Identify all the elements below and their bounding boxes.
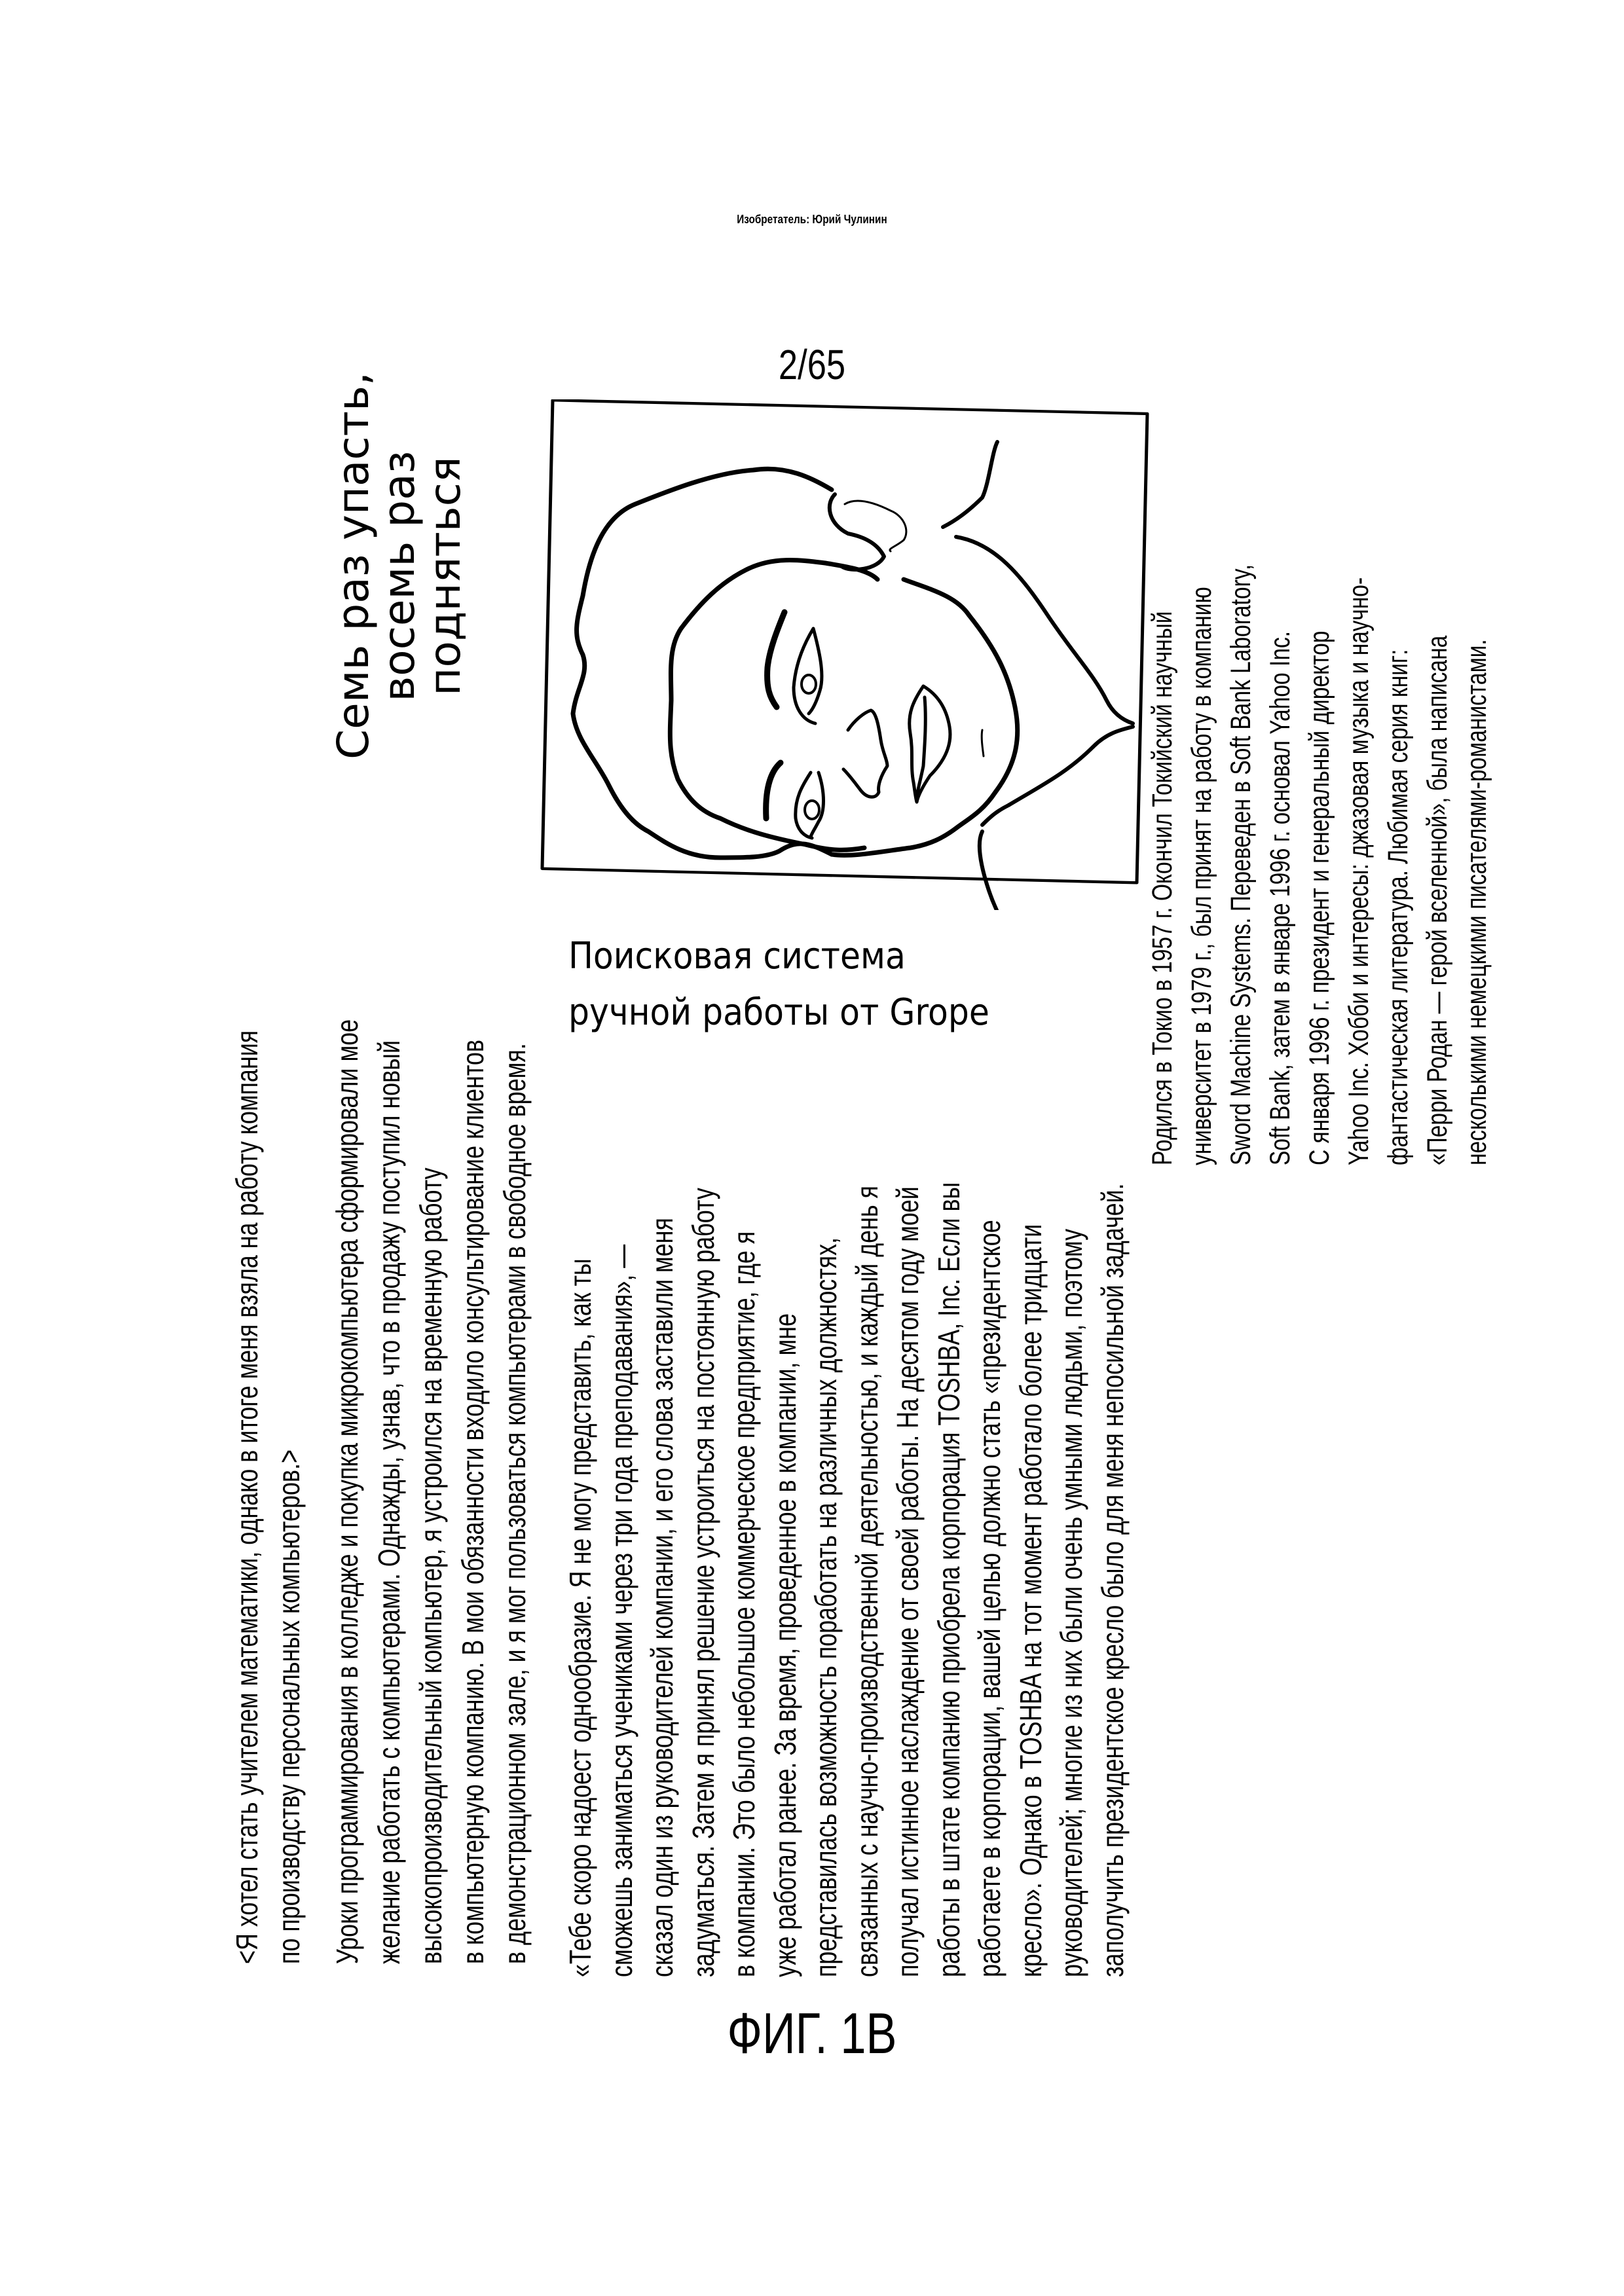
shoulder-lower xyxy=(980,831,1022,910)
text-line: связанных с научно-производственной деятельностью, и каждый день я xyxy=(847,958,888,1977)
caption-line: ручной работы от Grope xyxy=(568,985,989,1041)
story-paragraph xyxy=(560,958,1133,1977)
text-line: Уроки программирования в колледже и покупка микрокомпьютера сформировали мое xyxy=(326,753,368,1964)
text-line: в компании. Это было небольшое коммерческое предприятие, где я xyxy=(724,958,765,1977)
eyebrow-left xyxy=(767,612,784,707)
text-line: «Тебе скоро надоест однообразие. Я не могу представить, как ты xyxy=(560,958,601,1977)
lessons-paragraph xyxy=(326,753,536,1964)
text-line: представилась возможность поработать на различных должностях, xyxy=(805,958,847,1977)
cheek-mark xyxy=(982,730,984,756)
text-line: заполучить президентское кресло было для меня непосильной задачей. xyxy=(1092,958,1134,1977)
text-line: работы в штате компанию приобрела корпорация TOSHBA, Inc. Если вы xyxy=(929,958,970,1977)
neck-left xyxy=(943,442,997,527)
text-line: Sword Machine Systems. Переведен в Soft Bank Laboratory, xyxy=(1221,395,1261,1165)
text-line: получал истинное наслаждение от своей работы. На десятом году моей xyxy=(887,958,929,1977)
text-line: Soft Bank, затем в январе 1996 г. основал Yahoo Inc. xyxy=(1261,395,1300,1165)
eyebrow-right xyxy=(766,763,781,818)
text-line: С января 1996 г. президент и генеральный директор xyxy=(1300,395,1339,1165)
person-portrait-icon xyxy=(542,400,1147,910)
text-line: по производству персональных компьютеров.> xyxy=(268,767,310,1964)
text-line: университет в 1979 г., был принят на работу в компанию xyxy=(1182,395,1221,1165)
motto-line: подняться xyxy=(422,393,468,759)
text-line: несколькими немецкими писателями-романистами. xyxy=(1457,395,1496,1165)
text-line: желание работать с компьютерами. Однажды, узнав, что в продажу поступил новый xyxy=(368,753,410,1964)
text-line: сказал один из руководителей компании, и его слова заставили меня xyxy=(642,958,683,1977)
text-line: руководителей; многие из них были очень умными людьми, поэтому xyxy=(1051,958,1092,1977)
mouth xyxy=(910,686,950,802)
text-line: уже работал ранее. За время, проведенное в компании, мне xyxy=(765,958,806,1977)
pupil-right xyxy=(805,801,819,819)
text-line: задуматься. Затем я принял решение устроиться на постоянную работу xyxy=(683,958,724,1977)
text-line: «Перри Родан — герой вселенной», была написана xyxy=(1418,395,1457,1165)
text-line: кресло». Однако в TOSHBA на тот момент работало более тридцати xyxy=(1010,958,1052,1977)
inventor-label: Изобретатель: Юрий Чулинин xyxy=(122,213,1502,227)
portrait-caption xyxy=(568,928,989,1041)
text-line: работаете в корпорации, вашей целью должно стать «президентское xyxy=(969,958,1010,1977)
portrait-border xyxy=(542,400,1147,883)
nose xyxy=(843,710,887,797)
portrait-frame xyxy=(537,399,1166,910)
motto-line: Семь раз упасть, xyxy=(331,393,377,759)
text-line: в компьютерную компанию. В мои обязанности входило консультирование клиентов xyxy=(452,753,494,1964)
quote-intro-block xyxy=(226,767,310,1964)
sheet-number: 2/65 xyxy=(146,340,1478,389)
motto-heading xyxy=(331,393,468,759)
ear xyxy=(830,494,884,570)
text-line: Родился в Токио в 1957 г. Окончил Токийский научный xyxy=(1143,395,1182,1165)
motto-line: восемь раз xyxy=(377,393,422,759)
text-line: Yahoo Inc. Хобби и интересы: джазовая музыка и научно- xyxy=(1339,395,1378,1165)
text-line: высокопроизводительный компьютер, я устроился на временную работу xyxy=(410,753,452,1964)
pupil-left xyxy=(802,675,816,693)
figure-label: ФИГ. 1B xyxy=(162,2000,1462,2067)
text-line: в демонстрационном зале, и я мог пользоваться компьютерами в свободное время. xyxy=(494,753,536,1964)
caption-line: Поисковая система xyxy=(568,928,989,985)
biography-paragraph xyxy=(1143,395,1496,1165)
text-line: фантастическая литература. Любимая серия книг: xyxy=(1378,395,1418,1165)
text-line: сможешь заниматься учениками через три года преподавания», — xyxy=(601,958,642,1977)
text-line: <Я хотел стать учителем математики, однако в итоге меня взяла на работу компания xyxy=(226,767,268,1964)
